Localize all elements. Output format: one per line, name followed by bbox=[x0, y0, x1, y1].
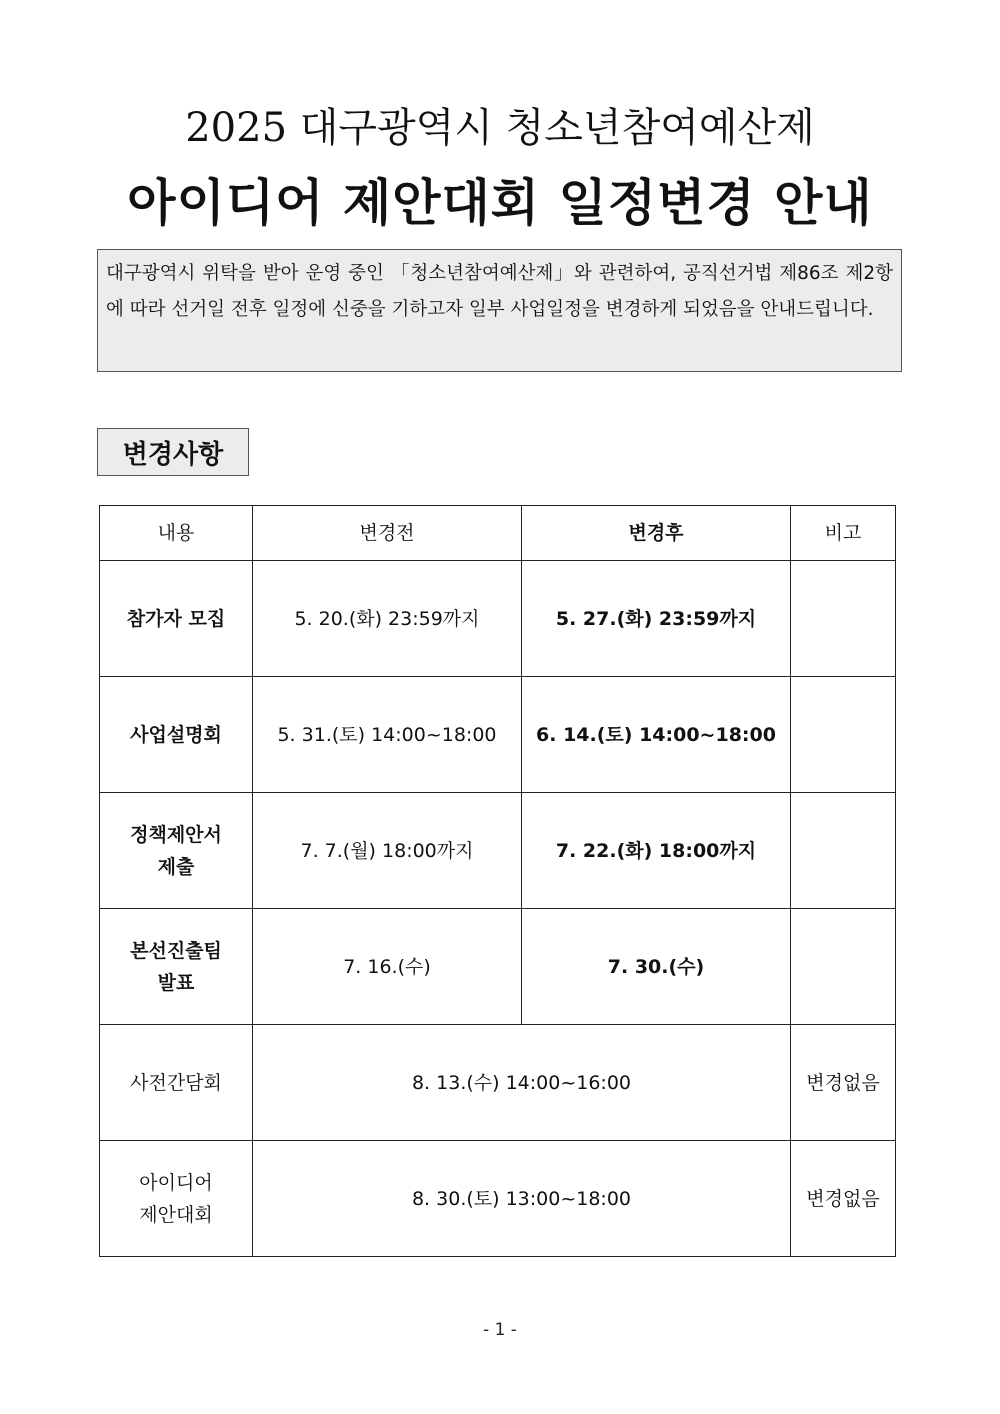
row-note bbox=[791, 909, 896, 1025]
document-title: 아이디어 제안대회 일정변경 안내 bbox=[127, 174, 873, 232]
page-number: - 1 - bbox=[483, 1320, 517, 1340]
row-after: 6. 14.(토) 14:00~18:00 bbox=[522, 677, 791, 793]
row-item bbox=[100, 561, 253, 677]
section-label: 변경사항 bbox=[97, 428, 249, 476]
header-note: 비고 bbox=[791, 506, 896, 561]
header-item: 내용 bbox=[100, 506, 253, 561]
row-note bbox=[791, 793, 896, 909]
row-note: 변경없음 bbox=[791, 1141, 896, 1257]
row-item-line1: 본선진출팀 bbox=[130, 939, 222, 962]
table-row bbox=[100, 1025, 896, 1141]
row-after: 7. 22.(화) 18:00까지 bbox=[522, 793, 791, 909]
row-item-line1: 사업설명회 bbox=[130, 723, 222, 746]
row-item-line1: 사전간담회 bbox=[130, 1071, 222, 1094]
row-note: 변경없음 bbox=[791, 1025, 896, 1141]
row-item-line2: 제안대회 bbox=[139, 1203, 213, 1226]
row-schedule: 8. 13.(수) 14:00~16:00 bbox=[253, 1025, 791, 1141]
schedule-table bbox=[99, 505, 896, 1257]
row-after: 5. 27.(화) 23:59까지 bbox=[522, 561, 791, 677]
row-item-line1: 아이디어 bbox=[139, 1171, 213, 1194]
table-row bbox=[100, 561, 896, 677]
table-row bbox=[100, 677, 896, 793]
table-row bbox=[100, 793, 896, 909]
row-item bbox=[100, 677, 253, 793]
row-item-line2: 발표 bbox=[157, 971, 195, 994]
row-item-line1: 참가자 모집 bbox=[126, 607, 226, 630]
row-item bbox=[100, 793, 253, 909]
document-subtitle: 2025 대구광역시 청소년참여예산제 bbox=[185, 105, 815, 151]
row-before: 5. 31.(토) 14:00~18:00 bbox=[253, 677, 522, 793]
row-item bbox=[100, 1141, 253, 1257]
row-before: 5. 20.(화) 23:59까지 bbox=[253, 561, 522, 677]
header-after: 변경후 bbox=[522, 506, 791, 561]
table-row bbox=[100, 909, 896, 1025]
intro-box bbox=[97, 249, 902, 372]
row-after: 7. 30.(수) bbox=[522, 909, 791, 1025]
row-note bbox=[791, 561, 896, 677]
row-item-line1: 정책제안서 bbox=[130, 823, 222, 846]
row-note bbox=[791, 677, 896, 793]
row-schedule: 8. 30.(토) 13:00~18:00 bbox=[253, 1141, 791, 1257]
intro-text: 대구광역시 위탁을 받아 운영 중인 「청소년참여예산제」와 관련하여, 공직선거법 제86조 제2항에 따라 선거일 전후 일정에 신중을 기하고자 일부 사업일정을 변경하게 되었음을 안내드립니다. bbox=[106, 263, 893, 320]
row-item bbox=[100, 1025, 253, 1141]
table-row bbox=[100, 1141, 896, 1257]
row-before: 7. 16.(수) bbox=[253, 909, 522, 1025]
row-item bbox=[100, 909, 253, 1025]
row-before: 7. 7.(월) 18:00까지 bbox=[253, 793, 522, 909]
header-before: 변경전 bbox=[253, 506, 522, 561]
row-item-line2: 제출 bbox=[157, 855, 195, 878]
table-header-row bbox=[100, 506, 896, 561]
